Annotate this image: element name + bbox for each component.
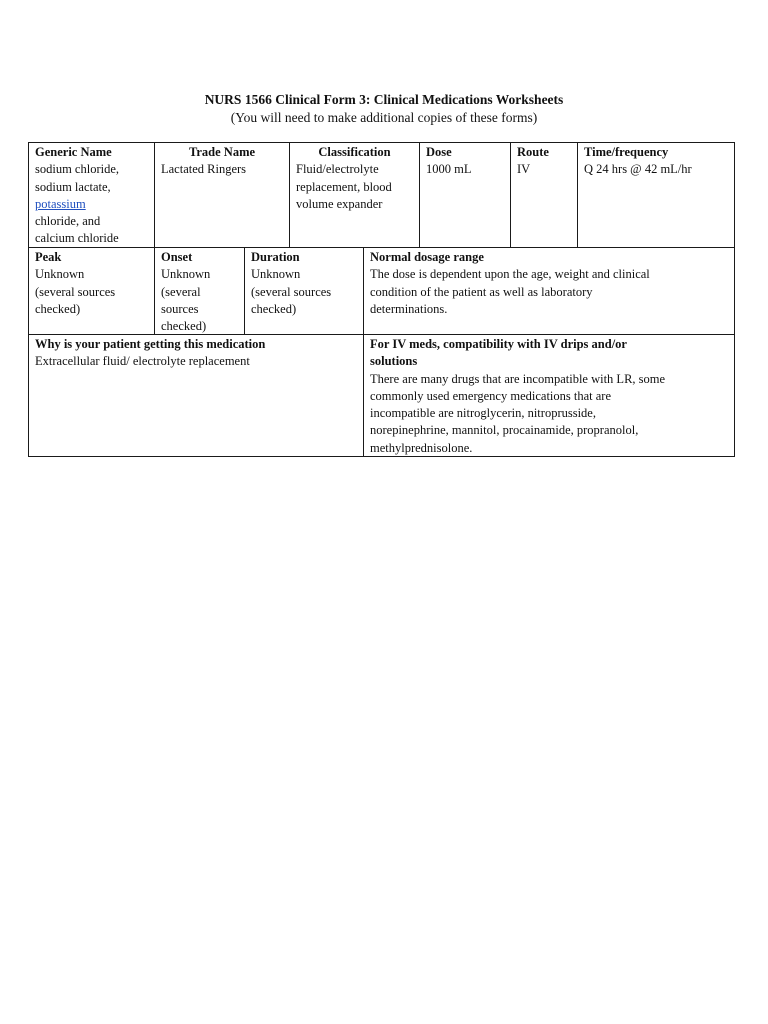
potassium-link[interactable]: potassium <box>35 196 86 211</box>
duration-line: checked) <box>251 301 297 316</box>
reason-value: Extracellular fluid/ electrolyte replacement <box>35 354 250 369</box>
compatibility-line: norepinephrine, mannitol, procainamide, propranolol, <box>370 423 639 438</box>
compatibility-cell <box>363 335 734 456</box>
normal-dosage-cell <box>363 248 734 335</box>
medication-table-row-2 <box>28 247 735 335</box>
duration-label: Duration <box>251 250 300 264</box>
classification-label: Classification <box>318 145 391 159</box>
onset-line: checked) <box>161 319 207 334</box>
duration-line: Unknown <box>251 267 301 282</box>
normal-dosage-line: determinations. <box>370 301 448 316</box>
generic-name-line: chloride, and <box>35 214 101 229</box>
onset-label: Onset <box>161 250 193 264</box>
dose-value: 1000 mL <box>426 162 472 177</box>
compatibility-line: There are many drugs that are incompatible with LR, some <box>370 371 666 386</box>
generic-name-label: Generic Name <box>35 145 112 159</box>
page-subtitle: (You will need to make additional copies of these forms) <box>230 110 538 125</box>
trade-name-value: Lactated Ringers <box>161 162 247 177</box>
trade-name-label: Trade Name <box>188 145 256 159</box>
peak-line: checked) <box>35 301 81 316</box>
medication-table-row-3 <box>28 334 735 457</box>
generic-name-line: sodium lactate, <box>35 179 111 194</box>
compatibility-line: incompatible are nitroglycerin, nitroprusside, <box>370 406 596 421</box>
route-cell <box>510 143 577 248</box>
onset-line: (several <box>161 284 201 299</box>
route-label: Route <box>517 145 549 159</box>
classification-line: Fluid/electrolyte <box>296 162 379 177</box>
onset-line: sources <box>161 301 199 316</box>
generic-name-cell <box>29 143 154 248</box>
compatibility-line: methylprednisolone. <box>370 440 473 455</box>
compatibility-label: For IV meds, compatibility with IV drips and/or <box>370 337 627 351</box>
time-frequency-value: Q 24 hrs @ 42 mL/hr <box>584 162 692 177</box>
normal-dosage-label: Normal dosage range <box>370 250 484 264</box>
peak-cell <box>29 248 154 335</box>
reason-label: Why is your patient getting this medication <box>35 337 266 351</box>
classification-line: replacement, blood <box>296 179 392 194</box>
time-frequency-cell <box>577 143 734 248</box>
route-value: IV <box>517 162 531 177</box>
time-frequency-label: Time/frequency <box>584 145 669 159</box>
peak-line: Unknown <box>35 267 85 282</box>
normal-dosage-line: condition of the patient as well as laboratory <box>370 284 593 299</box>
compatibility-label: solutions <box>370 354 418 369</box>
duration-cell <box>244 248 363 335</box>
dose-cell <box>419 143 510 248</box>
classification-cell <box>289 143 419 248</box>
normal-dosage-line: The dose is dependent upon the age, weight and clinical <box>370 267 650 282</box>
reason-cell <box>29 335 363 456</box>
generic-name-line: calcium chloride <box>35 231 119 246</box>
classification-line: volume expander <box>296 196 383 211</box>
compatibility-line: commonly used emergency medications that are <box>370 388 612 403</box>
peak-label: Peak <box>35 250 62 264</box>
onset-cell <box>154 248 244 335</box>
trade-name-cell <box>154 143 289 248</box>
medication-table-row-1 <box>28 142 735 248</box>
peak-line: (several sources <box>35 284 116 299</box>
onset-line: Unknown <box>161 267 211 282</box>
generic-name-line: sodium chloride, <box>35 162 120 177</box>
page-title: NURS 1566 Clinical Form 3: Clinical Medications Worksheets <box>204 92 564 107</box>
dose-label: Dose <box>426 145 452 159</box>
duration-line: (several sources <box>251 284 332 299</box>
